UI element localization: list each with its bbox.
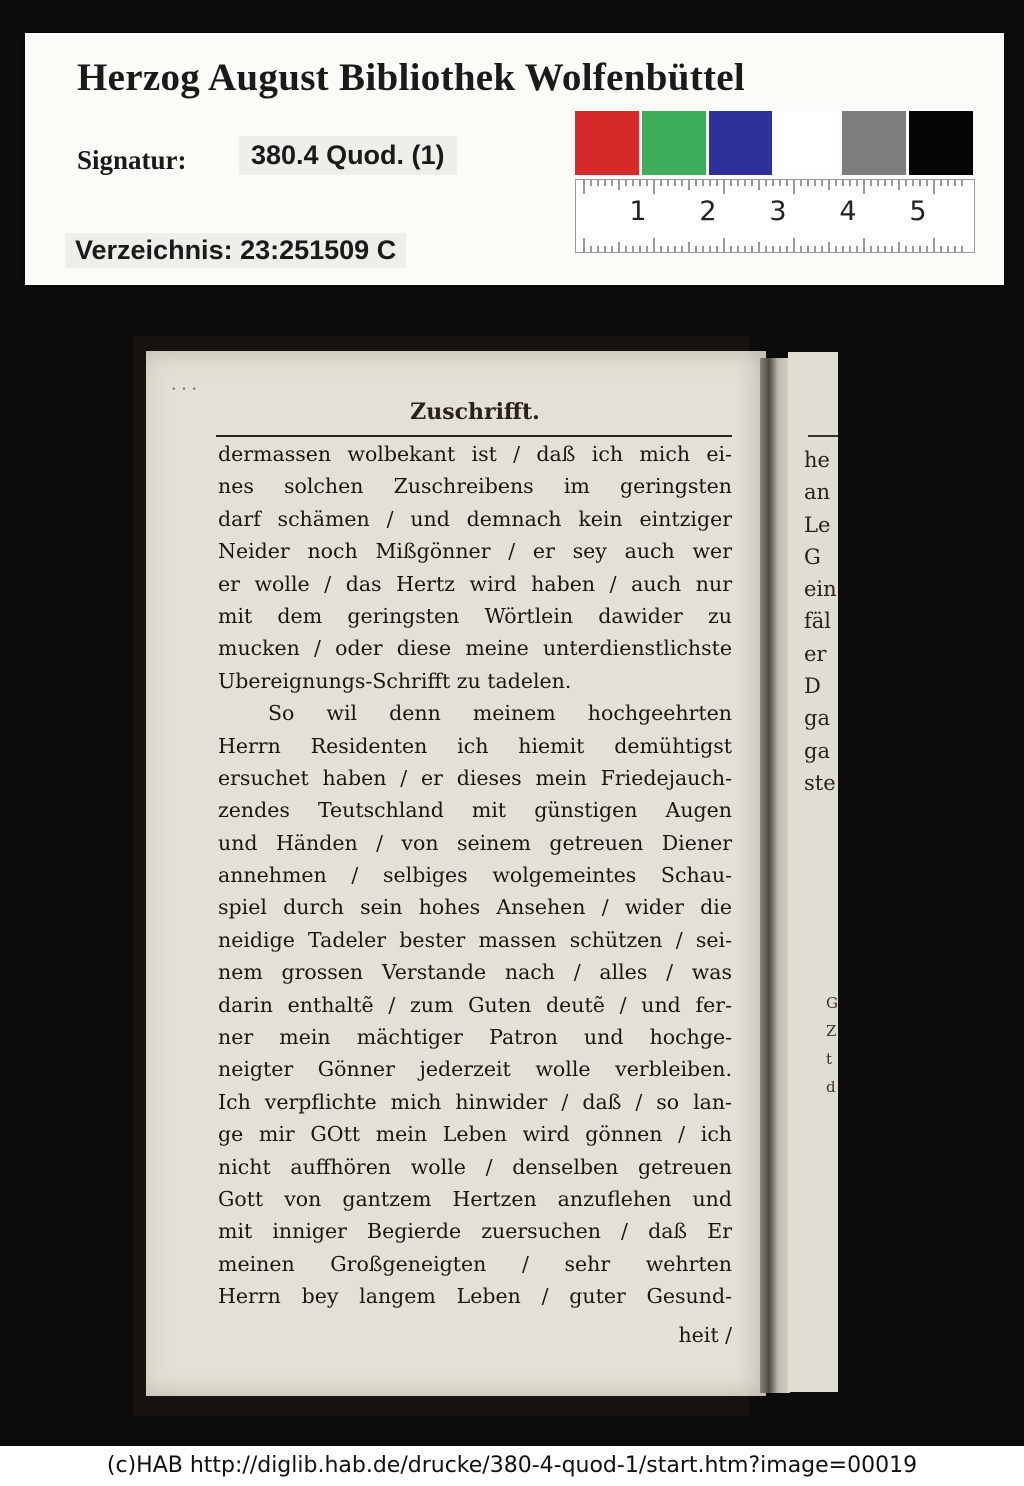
- facing-page-mark: Z: [826, 1022, 837, 1040]
- text-line: zendes Teutschland mit günstigen Augen: [218, 798, 732, 823]
- text-line: er wolle / das Hertz wird haben / auch nur: [218, 571, 732, 596]
- facing-page-fragments: [804, 444, 837, 799]
- facing-page-rule: [808, 435, 838, 437]
- measurement-ruler: [575, 179, 975, 253]
- text-line: nem grossen Verstande nach / alles / was: [218, 960, 732, 985]
- ruler-number: 2: [699, 196, 717, 227]
- swatch-black: [909, 111, 973, 175]
- page-text: [218, 438, 732, 1313]
- text-line: So wil denn meinem hochgeehrten: [268, 701, 732, 726]
- signatur-value: 380.4 Quod. (1): [239, 136, 457, 175]
- text-line: nicht auffhören wolle / denselben getreuen: [218, 1154, 732, 1179]
- facing-page-fragment: ein: [804, 577, 837, 602]
- color-calibration-chart: [575, 111, 973, 175]
- text-line: Ich verpflichte mich hinwider / daß / so lan-: [218, 1089, 732, 1114]
- text-line: ersuchet haben / er dieses mein Friedejauch-: [218, 765, 732, 790]
- text-line: dermassen wolbekant ist / daß ich mich ei-: [218, 442, 732, 466]
- book-gutter: [760, 358, 790, 1393]
- facing-page-fragment: G: [804, 544, 821, 569]
- text-line: Herrn Residenten ich hiemit demühtigst: [218, 733, 732, 758]
- copyright-footer: (c)HAB http://diglib.hab.de/drucke/380-4-quod-1/start.htm?image=00019: [0, 1446, 1024, 1486]
- text-line: nes solchen Zuschreibens im geringsten: [218, 474, 732, 499]
- text-line: annehmen / selbiges wolgemeintes Schau-: [218, 863, 732, 888]
- text-line: meinen Großgeneigten / sehr wehrten: [218, 1251, 732, 1276]
- text-line: mucken / oder diese meine unterdienstlichste: [218, 636, 732, 661]
- facing-page-fragment: ste: [804, 770, 836, 795]
- text-line: Gott von gantzem Hertzen anzuflehen und: [218, 1186, 732, 1211]
- text-line: und Händen / von seinem getreuen Diener: [218, 830, 732, 855]
- swatch-green: [642, 111, 706, 175]
- page-stain-marks: • • •: [172, 384, 199, 395]
- facing-page-fragment: an: [804, 480, 831, 505]
- head-rule: [216, 435, 732, 437]
- facing-page-mark: G: [826, 994, 838, 1012]
- facing-page-edge: [788, 352, 838, 1392]
- text-line: ge mir GOtt mein Leben wird gönnen / ich: [218, 1122, 732, 1147]
- facing-page-mark: d: [826, 1078, 836, 1096]
- text-line: darin enthaltẽ / zum Guten deutẽ / und fer-: [218, 992, 732, 1017]
- text-line: Neider noch Mißgönner / er sey auch wer: [218, 539, 732, 564]
- ruler-number: 3: [769, 196, 787, 227]
- facing-page-fragment: ga: [804, 738, 830, 763]
- facing-page-fragment: er: [804, 641, 827, 666]
- facing-page-fragment: ga: [804, 706, 830, 731]
- signatur-label: Signatur:: [77, 145, 187, 175]
- catchword: heit /: [678, 1323, 732, 1347]
- swatch-white: [775, 111, 839, 175]
- swatch-red: [575, 111, 639, 175]
- text-line: Herrn bey langem Leben / guter Gesund-: [218, 1284, 732, 1309]
- ruler-number: 5: [909, 196, 927, 227]
- text-line: spiel durch sein hohes Ansehen / wider die: [218, 895, 732, 920]
- facing-page-marks: [826, 994, 838, 1106]
- facing-page-mark: t: [826, 1050, 833, 1068]
- verzeichnis-line: Verzeichnis: 23:251509 C: [65, 233, 406, 268]
- running-head: Zuschrifft.: [410, 399, 540, 425]
- swatch-blue: [709, 111, 773, 175]
- text-line: mit inniger Begierde zuersuchen / daß Er: [218, 1219, 732, 1244]
- text-line: Ubereignungs-Schrifft zu tadelen.: [218, 668, 572, 693]
- text-line: darf schämen / und demnach kein eintziger: [218, 506, 732, 531]
- facing-page-fragment: Le: [804, 512, 831, 537]
- library-name: Herzog August Bibliothek Wolfenbüttel: [77, 56, 746, 99]
- text-line: ner mein mächtiger Patron und hochge-: [218, 1025, 732, 1050]
- facing-page-fragment: fäl: [804, 609, 832, 634]
- library-label-card: [25, 33, 1004, 285]
- ruler-number: 4: [839, 196, 857, 227]
- ruler-number: 1: [629, 196, 647, 227]
- text-line: neigter Gönner jederzeit wolle verbleiben.: [218, 1057, 732, 1082]
- text-line: neidige Tadeler bester massen schützen / sei-: [218, 927, 732, 952]
- facing-page-fragment: he: [804, 448, 830, 472]
- swatch-gray: [842, 111, 906, 175]
- facing-page-fragment: D: [804, 674, 821, 699]
- text-line: mit dem geringsten Wörtlein dawider zu: [218, 603, 732, 628]
